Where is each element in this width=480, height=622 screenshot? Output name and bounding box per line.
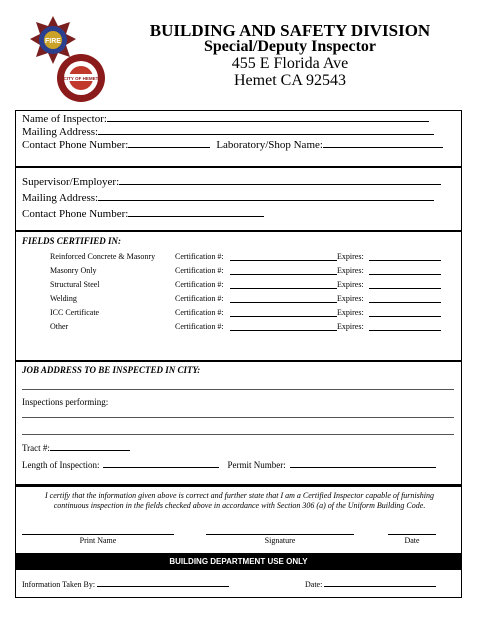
expires-field[interactable] — [369, 280, 441, 289]
supervisor-phone-label: Contact Phone Number: — [22, 208, 129, 220]
cert-number-label: Certification #: — [175, 266, 224, 275]
fields-certified-section — [15, 231, 462, 361]
cert-number-label: Certification #: — [175, 294, 224, 303]
cert-number-field[interactable] — [230, 280, 337, 289]
permit-field[interactable] — [290, 459, 436, 468]
signature-line[interactable] — [206, 534, 354, 535]
seal-fire-text: FIRE — [45, 38, 61, 45]
supervisor-employer-field[interactable] — [119, 174, 441, 185]
inspector-name-label: Name of Inspector: — [22, 113, 107, 125]
expires-label: Expires: — [337, 322, 364, 331]
taken-by-label: Information Taken By: — [22, 580, 96, 589]
expires-label: Expires: — [337, 308, 364, 317]
cert-field-name[interactable]: ICC Certificate — [50, 308, 100, 317]
cert-number-field[interactable] — [230, 266, 337, 275]
inspections-label: Inspections performing: — [22, 397, 109, 407]
length-label: Length of Inspection: — [22, 460, 100, 470]
cert-number-label: Certification #: — [175, 308, 224, 317]
inspections-line-2[interactable] — [22, 434, 454, 435]
expires-field[interactable] — [369, 266, 441, 275]
print-name-label: Print Name — [79, 536, 117, 545]
division-title: BUILDING AND SAFETY DIVISION — [149, 21, 431, 40]
job-address-heading: JOB ADDRESS TO BE INSPECTED IN CITY: — [22, 365, 201, 375]
cert-number-label: Certification #: — [175, 252, 224, 261]
cert-field-name[interactable]: Masonry Only — [50, 266, 97, 275]
cert-number-label: Certification #: — [175, 322, 224, 331]
office-date-field[interactable] — [324, 579, 436, 587]
signature-label: Signature — [264, 536, 296, 545]
inspector-mailing-label: Mailing Address: — [22, 126, 99, 138]
certification-statement: I certify that the information given above is correct and further state that I am a Certified Inspector capable of furnishing continuous inspection in the fields checked above in accordance with Section 306 (a) of the Uniform Building Code. — [45, 491, 434, 510]
expires-label: Expires: — [337, 294, 364, 303]
address-line-2: Hemet CA 92543 — [234, 72, 346, 89]
cert-number-field[interactable] — [230, 252, 337, 261]
inspector-phone-label: Contact Phone Number: — [22, 139, 129, 151]
seal-hemet-text: CITY OF HEMET — [63, 76, 99, 81]
lab-shop-field[interactable] — [323, 137, 443, 148]
expires-field[interactable] — [369, 308, 441, 317]
form-subtitle: Special/Deputy Inspector — [204, 38, 376, 55]
inspector-section — [15, 110, 462, 167]
cert-number-field[interactable] — [230, 294, 337, 303]
expires-label: Expires: — [337, 266, 364, 275]
date-line[interactable] — [388, 534, 436, 535]
expires-label: Expires: — [337, 280, 364, 289]
tract-field[interactable] — [50, 442, 130, 451]
inspections-line-1[interactable] — [22, 417, 454, 418]
job-address-line[interactable] — [22, 389, 454, 390]
supervisor-mailing-field[interactable] — [98, 190, 434, 201]
inspector-phone-field[interactable] — [128, 137, 210, 148]
cert-field-name[interactable]: Other — [50, 322, 69, 331]
length-field[interactable] — [103, 459, 219, 468]
fields-certified-heading: FIELDS CERTIFIED IN: — [22, 236, 122, 246]
inspector-name-field[interactable] — [107, 111, 429, 122]
cert-row — [16, 280, 463, 292]
print-name-line[interactable] — [22, 534, 174, 535]
city-of-hemet-seal — [55, 52, 107, 104]
expires-field[interactable] — [369, 294, 441, 303]
job-address-section — [15, 361, 462, 485]
cert-field-name[interactable]: Structural Steel — [50, 280, 100, 289]
supervisor-mailing-label: Mailing Address: — [22, 192, 99, 204]
supervisor-employer-label: Supervisor/Employer: — [22, 176, 120, 188]
cert-row — [16, 308, 463, 320]
tract-label: Tract #: — [22, 443, 50, 453]
cert-number-label: Certification #: — [175, 280, 224, 289]
lab-shop-label: Laboratory/Shop Name: — [216, 139, 323, 151]
cert-row — [16, 266, 463, 278]
cert-number-field[interactable] — [230, 322, 337, 331]
expires-field[interactable] — [369, 322, 441, 331]
cert-row — [16, 322, 463, 334]
cert-number-field[interactable] — [230, 308, 337, 317]
cert-field-name[interactable]: Welding — [50, 294, 77, 303]
supervisor-section — [15, 167, 462, 231]
certification-section — [15, 485, 462, 598]
cert-row — [16, 252, 463, 264]
inspector-mailing-field[interactable] — [98, 124, 434, 135]
taken-by-field[interactable] — [97, 579, 229, 587]
expires-field[interactable] — [369, 252, 441, 261]
permit-label: Permit Number: — [227, 460, 286, 470]
supervisor-phone-field[interactable] — [128, 206, 264, 217]
department-use-bar: BUILDING DEPARTMENT USE ONLY — [16, 553, 461, 570]
address-line-1: 455 E Florida Ave — [231, 55, 349, 72]
office-date-label: Date: — [305, 580, 323, 589]
expires-label: Expires: — [337, 252, 364, 261]
date-label: Date — [404, 536, 420, 545]
cert-row — [16, 294, 463, 306]
cert-field-name[interactable]: Reinforced Concrete & Masonry — [50, 252, 156, 261]
